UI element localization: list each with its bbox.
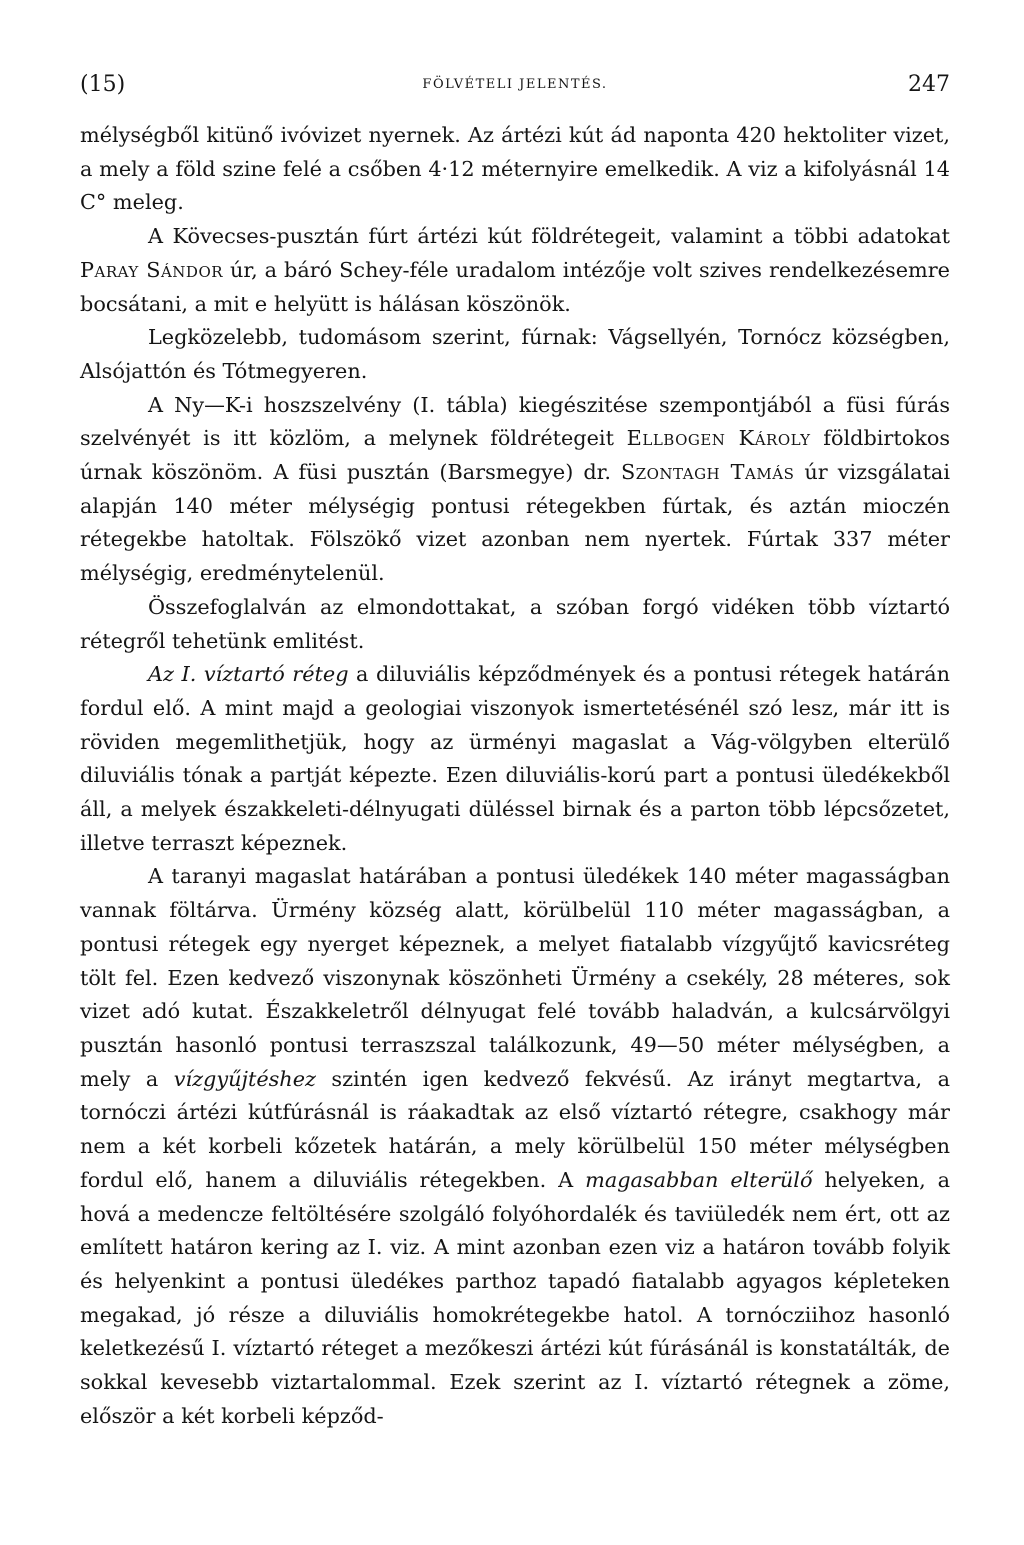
- person-name: Ellbogen Károly: [626, 426, 811, 451]
- emphasis-text: magasabban elterülő: [585, 1167, 813, 1192]
- paragraph: [80, 860, 950, 1433]
- running-title: FÖLVÉTELI JELENTÉS.: [422, 77, 608, 92]
- running-head: [80, 68, 950, 102]
- paragraph: [80, 389, 950, 591]
- text-run: mélységből kitünő ivóvizet nyernek. Az ártézi kút ád naponta 420 hektoliter vizet, a mely a föld szine felé a csőben 4·12 méternyire emelkedik. A viz a kifolyásnál 14 C° meleg.: [80, 123, 950, 215]
- paragraph: [80, 591, 950, 658]
- text-run: földbirtokos úrnak köszönöm. A füsi pusztán (Barsmegye) dr.: [80, 426, 951, 485]
- text-run: A Kövecses-pusztán fúrt ártézi kút földrétegeit, valamint a többi adatokat: [148, 224, 950, 249]
- text-run: helyeken, a hová a medencze feltöltésére szolgáló folyóhordalék és taviüledék nem ért, ott az említett határon kering az I. viz. A mint azonban ezen viz a határon tovább folyik és helyenkint a pontusi üledékes parthoz tapadó fiatalabb agyagos képleteken megakad, jó része a diluviális homokrétegekbe hatol. A tornócziihoz hasonló keletkezésű I. víztartó réteget a mezőkeszi ártézi kút fúrásánál is konstatálták, de sokkal kevesebb viztartalommal. Ezek szerint az I. víztartó rétegnek a zöme, először a két korbeli képződ-: [80, 1167, 950, 1428]
- text-run: Összefoglalván az elmondottakat, a szóban forgó vidéken több víztartó rétegről tehetünk emlitést.: [80, 594, 950, 653]
- text-run: úr vizsgálatai alapján 140 méter mélységig pontusi rétegekben fúrtak, és aztán mioczén rétegekbe hatoltak. Fölszökő vizet azonban nem nyertek. Fúrtak 337 méter mélységig, eredménytelenül.: [80, 460, 950, 586]
- text-run: A taranyi magaslat határában a pontusi üledékek 140 méter magasságban vannak föltárva. Ürmény község alatt, körülbelül 110 méter magasságban, a pontusi rétegek egy nyerget képeznek, a melyet fiatalabb vízgyűjtő kavicsréteg tölt fel. Ezen kedvező viszonynak köszönheti Ürmény a csekély, 28 méteres, sok vizet adó kutat. Északkeletről délnyugat felé tovább haladván, a kulcsárvölgyi pusztán hasonló pontusi terraszszal találkozunk, 49—50 méter mélységben, a mely a: [80, 864, 950, 1091]
- text-run: úr, a báró Schey-féle uradalom intézője volt szives rendelkezésemre bocsátani, a mit e helyütt is hálásan köszönök.: [80, 257, 950, 316]
- person-name: Szontagh Tamás: [620, 460, 795, 485]
- paragraph: [80, 321, 950, 388]
- text-run: A Ny—K-i hoszszelvény (I. tábla) kiegészitése szempontjából a füsi fúrás szelvényét is itt közlöm, a melynek földrétegeit: [80, 392, 950, 451]
- page-number: 247: [908, 72, 950, 97]
- paragraph: [80, 658, 950, 860]
- paragraph: [80, 119, 950, 220]
- body-text: [80, 119, 950, 1433]
- text-run: szintén igen kedvező fekvésű. Az irányt megtartva, a tornóczi ártézi kútfúrásnál is ráakadtak az első víztartó rétegre, csakhogy már nem a két korbeli kőzetek határán, a mely körülbelül 150 méter mélységben fordul elő, hanem a diluviális rétegekben. A: [80, 1066, 950, 1192]
- emphasis-text: vízgyűjtéshez: [173, 1066, 316, 1091]
- emphasis-text: Az I. víztartó réteg: [148, 662, 349, 687]
- paragraph: [80, 220, 950, 321]
- text-run: Legközelebb, tudomásom szerint, fúrnak: Vágsellyén, Tornócz községben, Alsójattón és Tótmegyeren.: [80, 325, 950, 383]
- text-run: a diluviális képződmények és a pontusi rétegek határán fordul elő. A mint majd a geologiai viszonyok ismertetésénél szó lesz, már itt is röviden megemlithetjük, hogy az ürményi magaslat a Vág-völgyben elterülő diluviális tónak a partját képezte. Ezen diluviális-korú part a pontusi üledékekből áll, a melyek északkeleti-délnyugati düléssel birnak és a parton több lépcsőzetet, illetve terraszt képeznek.: [80, 662, 951, 855]
- person-name: Paray Sándor: [80, 257, 224, 282]
- page-section-number: (15): [80, 72, 126, 97]
